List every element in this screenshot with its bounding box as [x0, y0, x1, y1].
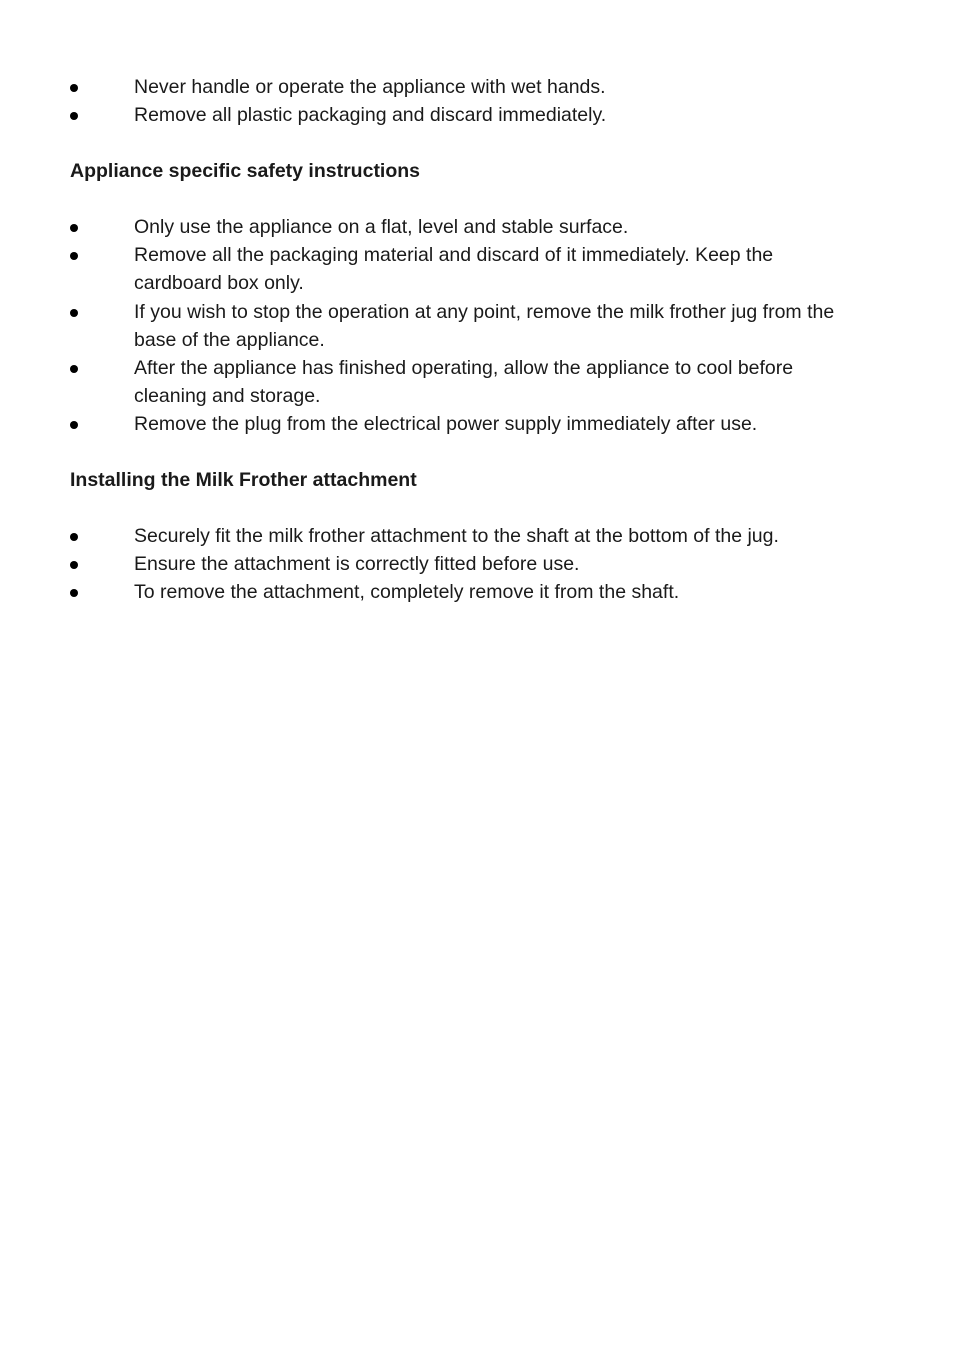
list-item: [0, 241, 854, 297]
list-item: [0, 298, 854, 354]
general-safety-list: [0, 73, 854, 129]
list-item-text: After the appliance has finished operating, allow the appliance to cool before cleaning and storage.: [134, 357, 794, 408]
appliance-safety-list: [0, 213, 854, 439]
bullet-icon: [70, 252, 78, 260]
list-item-text: Remove all plastic packaging and discard immediately.: [134, 104, 607, 127]
list-item: [0, 410, 854, 438]
bullet-icon: [70, 224, 78, 232]
list-item: [0, 73, 854, 101]
bullet-icon: [70, 589, 78, 597]
list-item-text: To remove the attachment, completely remove it from the shaft.: [134, 581, 680, 604]
list-item-text: Remove the plug from the electrical power supply immediately after use.: [134, 413, 758, 436]
bullet-icon: [70, 365, 78, 373]
bullet-icon: [70, 533, 78, 541]
list-item-text: Ensure the attachment is correctly fitted before use.: [134, 553, 580, 576]
list-item: [0, 213, 854, 241]
install-instructions-list: [0, 522, 854, 607]
bullet-icon: [70, 561, 78, 569]
bullet-icon: [70, 84, 78, 92]
bullet-icon: [70, 309, 78, 317]
list-item-text: Only use the appliance on a flat, level and stable surface.: [134, 216, 629, 238]
list-item-text: If you wish to stop the operation at any point, remove the milk frother jug from the base of the appliance.: [134, 300, 835, 351]
list-item: [0, 101, 854, 129]
bullet-icon: [70, 421, 78, 429]
list-item-text: Never handle or operate the appliance with wet hands.: [134, 76, 606, 98]
list-item: [0, 578, 854, 606]
bullet-icon: [70, 112, 78, 120]
section-heading-install: Installing the Milk Frother attachment: [70, 469, 417, 491]
list-item-text: Remove all the packaging material and discard of it immediately. Keep the cardboard box only.: [134, 244, 774, 295]
list-item: [0, 354, 854, 410]
list-item-text: Securely fit the milk frother attachment to the shaft at the bottom of the jug.: [134, 525, 779, 547]
list-item: [0, 522, 854, 550]
section-heading-safety: Appliance specific safety instructions: [70, 160, 421, 182]
list-item: [0, 550, 854, 578]
